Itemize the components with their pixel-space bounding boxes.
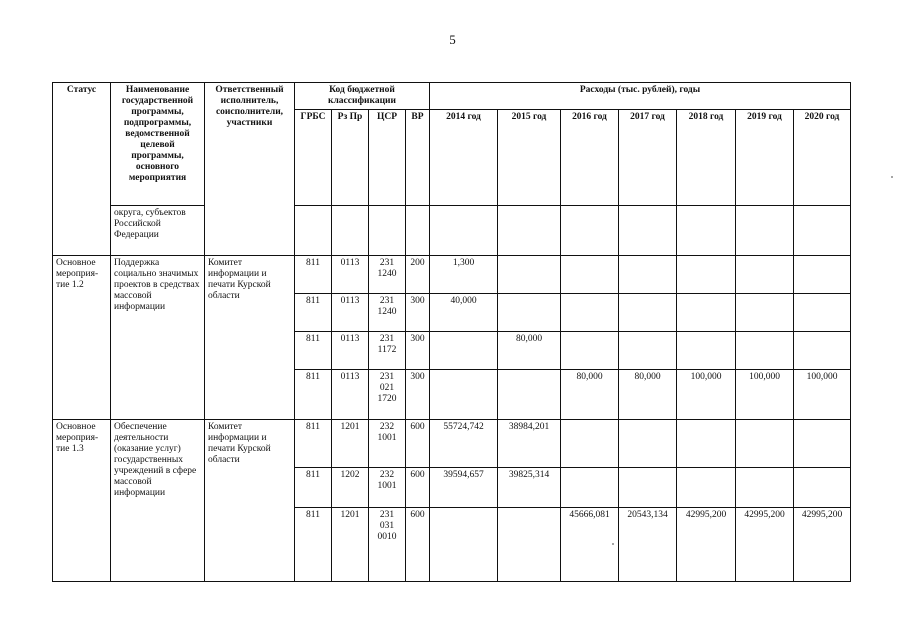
cell-2019 xyxy=(736,256,794,294)
cell-2020: 100,000 xyxy=(794,370,851,420)
cell-2016 xyxy=(561,420,619,468)
cell-csr: 232 1001 xyxy=(369,468,406,508)
cell-2018 xyxy=(677,332,736,370)
cell-2020 xyxy=(794,468,851,508)
cell-2020: 42995,200 xyxy=(794,508,851,582)
scan-artifact xyxy=(891,176,893,178)
cell-2018: 100,000 xyxy=(677,370,736,420)
cell-rzpr: 0113 xyxy=(332,370,369,420)
cell-2018 xyxy=(677,468,736,508)
group-name: Обеспечение деятельности (оказание услуг) государственных учреждений в сфере массовой информации xyxy=(111,420,205,582)
cell-vr: 600 xyxy=(406,420,430,468)
cell-2017 xyxy=(619,420,677,468)
header-csr: ЦСР xyxy=(369,110,406,206)
empty-cell xyxy=(406,206,430,256)
scan-artifact xyxy=(612,543,614,545)
header-budget-code: Код бюджетной классификации xyxy=(295,83,430,110)
cell-2015: 38984,201 xyxy=(498,420,561,468)
cell-2019 xyxy=(736,294,794,332)
cell-2014 xyxy=(430,332,498,370)
cell-2019 xyxy=(736,468,794,508)
group-name: Поддержка социально значимых проектов в средствах массовой информации xyxy=(111,256,205,420)
header-year-2019: 2019 год xyxy=(736,110,794,206)
cell-2015 xyxy=(498,508,561,582)
cell-rzpr: 1201 xyxy=(332,508,369,582)
cell-2019 xyxy=(736,420,794,468)
header-responsible: Ответственный исполнитель, соисполнители, участники xyxy=(205,83,295,256)
cell-2020 xyxy=(794,256,851,294)
header-year-2017: 2017 год xyxy=(619,110,677,206)
cell-2020 xyxy=(794,294,851,332)
header-year-2018: 2018 год xyxy=(677,110,736,206)
empty-cell xyxy=(498,206,561,256)
cell-csr: 231 021 1720 xyxy=(369,370,406,420)
cell-vr: 300 xyxy=(406,332,430,370)
cell-csr: 232 1001 xyxy=(369,420,406,468)
header-row-3 xyxy=(53,206,851,256)
empty-cell xyxy=(430,206,498,256)
cell-vr: 600 xyxy=(406,468,430,508)
empty-cell xyxy=(677,206,736,256)
cell-vr: 600 xyxy=(406,508,430,582)
cell-2017 xyxy=(619,256,677,294)
empty-cell xyxy=(295,206,332,256)
empty-cell xyxy=(794,206,851,256)
cell-2017 xyxy=(619,468,677,508)
cell-2019 xyxy=(736,332,794,370)
table-row xyxy=(53,256,851,294)
header-vr: ВР xyxy=(406,110,430,206)
cell-2015 xyxy=(498,256,561,294)
cell-2014 xyxy=(430,508,498,582)
empty-cell xyxy=(736,206,794,256)
cell-rzpr: 1201 xyxy=(332,420,369,468)
cell-grbs: 811 xyxy=(295,370,332,420)
header-grbs: ГРБС xyxy=(295,110,332,206)
cell-2016 xyxy=(561,332,619,370)
group-responsible: Комитет информации и печати Курской области xyxy=(205,420,295,582)
cell-2014: 55724,742 xyxy=(430,420,498,468)
cell-grbs: 811 xyxy=(295,294,332,332)
cell-2014: 1,300 xyxy=(430,256,498,294)
header-row-1 xyxy=(53,83,851,110)
cell-csr: 231 031 0010 xyxy=(369,508,406,582)
cell-2016 xyxy=(561,256,619,294)
header-year-2014: 2014 год xyxy=(430,110,498,206)
cell-rzpr: 0113 xyxy=(332,294,369,332)
cell-csr: 231 1172 xyxy=(369,332,406,370)
cell-vr: 300 xyxy=(406,370,430,420)
cell-2017: 80,000 xyxy=(619,370,677,420)
header-year-2020: 2020 год xyxy=(794,110,851,206)
cell-csr: 231 1240 xyxy=(369,256,406,294)
cell-rzpr: 1202 xyxy=(332,468,369,508)
page-number: 5 xyxy=(449,32,456,47)
cell-2015 xyxy=(498,294,561,332)
cell-vr: 200 xyxy=(406,256,430,294)
cell-rzpr: 0113 xyxy=(332,256,369,294)
budget-table xyxy=(52,82,851,582)
cell-2017 xyxy=(619,294,677,332)
cell-grbs: 811 xyxy=(295,468,332,508)
cell-2018 xyxy=(677,294,736,332)
cell-2020 xyxy=(794,332,851,370)
cell-grbs: 811 xyxy=(295,508,332,582)
cell-grbs: 811 xyxy=(295,332,332,370)
cell-2019: 42995,200 xyxy=(736,508,794,582)
cell-grbs: 811 xyxy=(295,256,332,294)
header-year-2015: 2015 год xyxy=(498,110,561,206)
header-name: Наименование государственной программы, подпрограммы, ведомственной целевой программы, основного мероприятия xyxy=(111,83,205,206)
cell-2014: 40,000 xyxy=(430,294,498,332)
table-row xyxy=(53,420,851,468)
header-rzpr: Рз Пр xyxy=(332,110,369,206)
cell-2016 xyxy=(561,294,619,332)
header-year-2016: 2016 год xyxy=(561,110,619,206)
header-expenses: Расходы (тыс. рублей), годы xyxy=(430,83,851,110)
empty-cell xyxy=(561,206,619,256)
cell-2018 xyxy=(677,256,736,294)
empty-cell xyxy=(619,206,677,256)
cell-2016: 45666,081 xyxy=(561,508,619,582)
cell-2015 xyxy=(498,370,561,420)
cell-2016: 80,000 xyxy=(561,370,619,420)
cell-2018 xyxy=(677,420,736,468)
cell-csr: 231 1240 xyxy=(369,294,406,332)
cell-2015: 39825,314 xyxy=(498,468,561,508)
empty-cell xyxy=(332,206,369,256)
group-status: Основное мероприя-тие 1.3 xyxy=(53,420,111,582)
header-name-continuation: округа, субъектов Российской Федерации xyxy=(111,206,205,256)
cell-2018: 42995,200 xyxy=(677,508,736,582)
cell-2016 xyxy=(561,468,619,508)
cell-rzpr: 0113 xyxy=(332,332,369,370)
group-status: Основное мероприя-тие 1.2 xyxy=(53,256,111,420)
cell-2014: 39594,657 xyxy=(430,468,498,508)
empty-cell xyxy=(369,206,406,256)
header-status: Статус xyxy=(53,83,111,256)
cell-2019: 100,000 xyxy=(736,370,794,420)
cell-2017 xyxy=(619,332,677,370)
cell-2020 xyxy=(794,420,851,468)
group-responsible: Комитет информации и печати Курской области xyxy=(205,256,295,420)
cell-2015: 80,000 xyxy=(498,332,561,370)
cell-2017: 20543,134 xyxy=(619,508,677,582)
cell-vr: 300 xyxy=(406,294,430,332)
cell-grbs: 811 xyxy=(295,420,332,468)
cell-2014 xyxy=(430,370,498,420)
